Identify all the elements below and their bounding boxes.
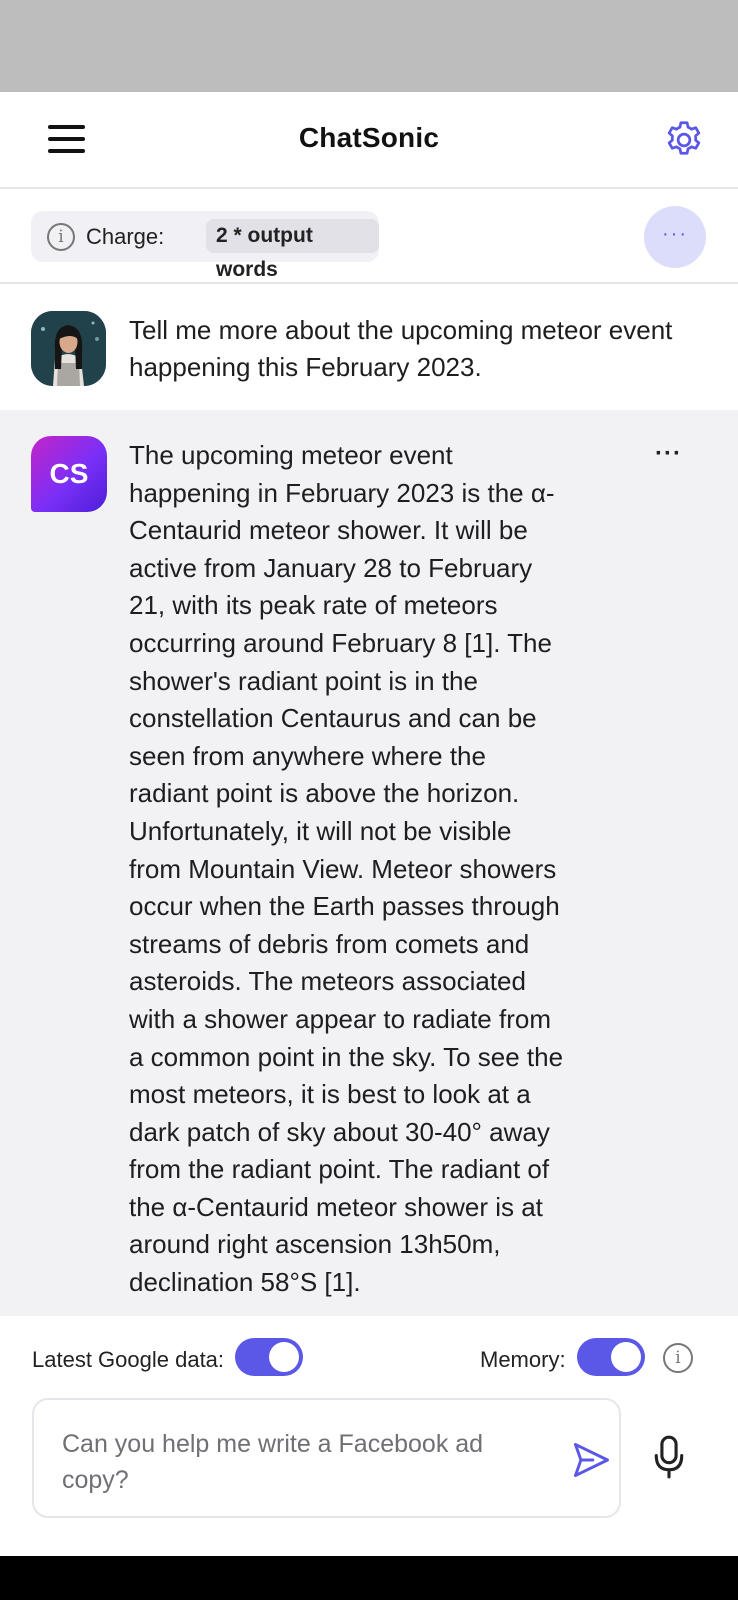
composer-area [0,1316,738,1556]
bot-line: active from January 28 to February [129,552,533,583]
charge-bar [0,189,738,284]
memory-label: Memory: [480,1347,566,1372]
bot-line: most meteors, it is best to look at a [129,1079,531,1110]
top-bar [0,92,738,189]
google-data-toggle[interactable] [235,1338,303,1376]
user-message-text: Tell me more about the upcoming meteor event happening this February 2023. [129,315,673,382]
bot-line: happening in February 2023 is the α- [129,477,555,508]
user-message [0,284,738,410]
charge-label: Charge: [86,224,165,249]
bot-line: from the radiant point. The radiant of [129,1154,550,1185]
bot-line: occurring around February 8 [1]. The [129,627,552,658]
bot-message-text [129,437,624,1302]
info-icon[interactable]: i [47,223,75,251]
message-more-button[interactable]: ··· [655,440,682,467]
bot-line: around right ascension 13h50m, [129,1229,501,1260]
app-title: ChatSonic [298,122,440,153]
info-icon[interactable]: i [663,1343,693,1373]
bot-line: a common point in the sky. To see the [129,1041,564,1072]
bot-line: The upcoming meteor event [129,440,453,470]
microphone-icon[interactable] [652,1434,686,1480]
bot-line: from Mountain View. Meteor showers [129,853,557,884]
google-data-label: Latest Google data: [32,1347,225,1372]
bot-line: Centaurid meteor shower. It will be [129,515,528,546]
charge-pill [31,211,379,281]
input-placeholder[interactable]: Can you help me write a Facebook ad copy? [62,1430,484,1494]
bot-line: declination 58°S [1]. [129,1267,361,1298]
avatar [31,311,106,386]
chatsonic-logo: CS [31,436,107,512]
bot-message [0,410,738,1316]
bot-line: constellation Centaurus and can be [129,703,537,734]
send-icon[interactable] [569,1438,613,1482]
bot-line: occur when the Earth passes through [129,891,560,922]
charge-value: 2 * output words [206,219,379,253]
message-input[interactable] [32,1398,621,1518]
bot-line: 21, with its peak rate of meteors [129,590,498,621]
user-avatar-image [31,311,106,386]
gear-icon[interactable] [662,118,706,162]
bot-line: asteroids. The meteors associated [129,966,526,997]
bot-line: seen from anywhere where the [129,740,486,771]
more-options-button[interactable]: ··· [644,206,706,268]
bot-line: dark patch of sky about 30-40° away [129,1116,550,1147]
bot-line: Unfortunately, it will not be visible [129,815,512,846]
bot-line: the α-Centaurid meteor shower is at [129,1191,543,1222]
bot-line: radiant point is above the horizon. [129,778,520,809]
status-bar [0,0,738,92]
bot-line: streams of debris from comets and [129,928,530,959]
system-navigation-bar [0,1556,738,1600]
memory-toggle[interactable] [577,1338,645,1376]
bot-line: shower's radiant point is in the [129,665,478,696]
bot-line: with a shower appear to radiate from [129,1003,551,1034]
